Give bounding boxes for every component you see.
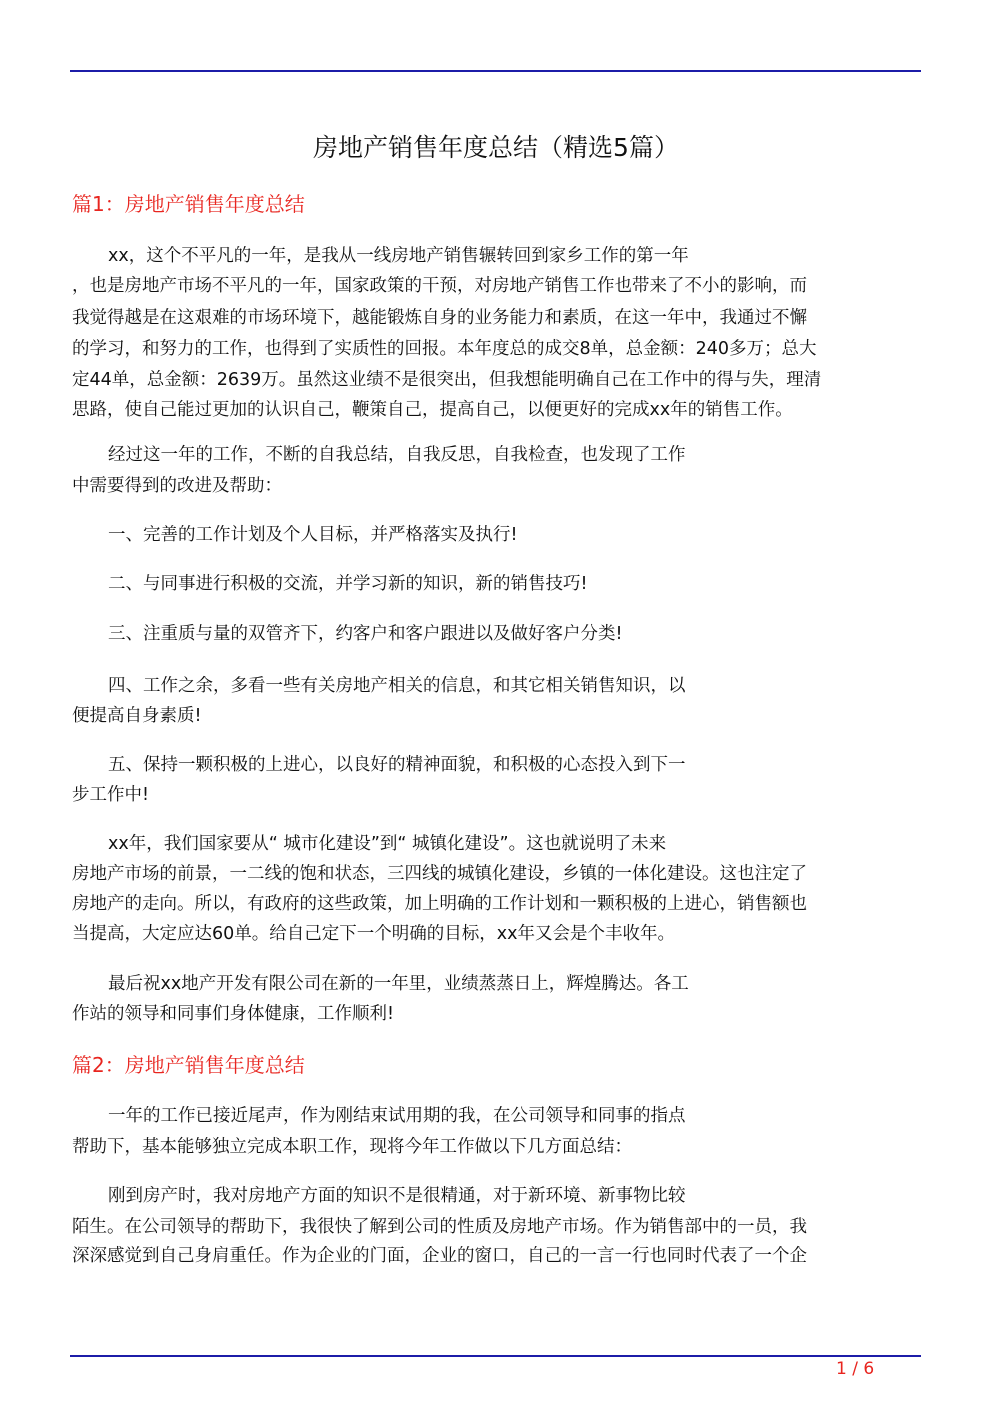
- paragraph-line: 五、保持一颗积极的上进心，以良好的精神面貌，和积极的心态投入到下一: [108, 755, 686, 775]
- paragraph-line: 房地产市场的前景，一二线的饱和状态，三四线的城镇化建设，乡镇的一体化建设。这也注定了: [72, 864, 807, 884]
- paragraph-line: 便提高自身素质!: [72, 706, 202, 726]
- paragraph-line: 中需要得到的改进及帮助：: [72, 476, 282, 496]
- paragraph-line: 深深感觉到自己身肩重任。作为企业的门面，企业的窗口，自己的一言一行也同时代表了一个企: [72, 1246, 807, 1266]
- paragraph-line: 的学习，和努力的工作，也得到了实质性的回报。本年度总的成交8单，总金额：240多万；总大: [72, 339, 817, 359]
- paragraph-line: 经过这一年的工作，不断的自我总结，自我反思，自我检查，也发现了工作: [108, 445, 686, 465]
- document-title: 房地产销售年度总结（精选5篇）: [313, 133, 679, 162]
- section-heading: 篇2：房地产销售年度总结: [72, 1053, 305, 1077]
- paragraph-line: 三、注重质与量的双管齐下，约客户和客户跟进以及做好客户分类!: [108, 624, 623, 644]
- paragraph-line: 定44单，总金额：2639万。虽然这业绩不是很突出，但我想能明确自己在工作中的得与失，理清: [72, 370, 822, 390]
- paragraph-line: 刚到房产时，我对房地产方面的知识不是很精通，对于新环境、新事物比较: [108, 1186, 686, 1206]
- paragraph-line: 一、完善的工作计划及个人目标，并严格落实及执行!: [108, 525, 518, 545]
- paragraph-line: 一年的工作已接近尾声，作为刚结束试用期的我，在公司领导和同事的指点: [108, 1106, 686, 1126]
- paragraph-line: 我觉得越是在这艰难的市场环境下，越能锻炼自身的业务能力和素质，在这一年中，我通过不懈: [72, 308, 807, 328]
- paragraph-line: 最后祝xx地产开发有限公司在新的一年里，业绩蒸蒸日上，辉煌腾达。各工: [108, 974, 689, 994]
- paragraph-line: 帮助下，基本能够独立完成本职工作，现将今年工作做以下几方面总结：: [72, 1137, 632, 1157]
- page-number: 1 / 6: [836, 1359, 875, 1379]
- paragraph-line: 作站的领导和同事们身体健康，工作顺利!: [72, 1004, 395, 1024]
- paragraph-line: ，也是房地产市场不平凡的一年，国家政策的干预，对房地产销售工作也带来了不小的影响，而: [72, 276, 807, 296]
- paragraph-line: xx，这个不平凡的一年，是我从一线房地产销售辗转回到家乡工作的第一年: [108, 246, 689, 266]
- paragraph-line: xx年，我们国家要从“ 城市化建设”到“ 城镇化建设”。这也就说明了未来: [108, 834, 667, 854]
- paragraph-line: 房地产的走向。所以，有政府的这些政策，加上明确的工作计划和一颗积极的上进心，销售额也: [72, 894, 807, 914]
- paragraph-line: 思路，使自己能过更加的认识自己，鞭策自己，提高自己，以便更好的完成xx年的销售工作。: [72, 400, 793, 420]
- section-heading: 篇1：房地产销售年度总结: [72, 192, 305, 216]
- header-rule: [70, 70, 921, 72]
- paragraph-line: 步工作中!: [72, 785, 150, 805]
- paragraph-line: 陌生。在公司领导的帮助下，我很快了解到公司的性质及房地产市场。作为销售部中的一员，我: [72, 1217, 807, 1237]
- footer-rule: [70, 1355, 921, 1357]
- paragraph-line: 四、工作之余，多看一些有关房地产相关的信息，和其它相关销售知识，以: [108, 676, 686, 696]
- paragraph-line: 当提高，大定应达60单。给自己定下一个明确的目标，xx年又会是个丰收年。: [72, 924, 675, 944]
- paragraph-line: 二、与同事进行积极的交流，并学习新的知识，新的销售技巧!: [108, 574, 588, 594]
